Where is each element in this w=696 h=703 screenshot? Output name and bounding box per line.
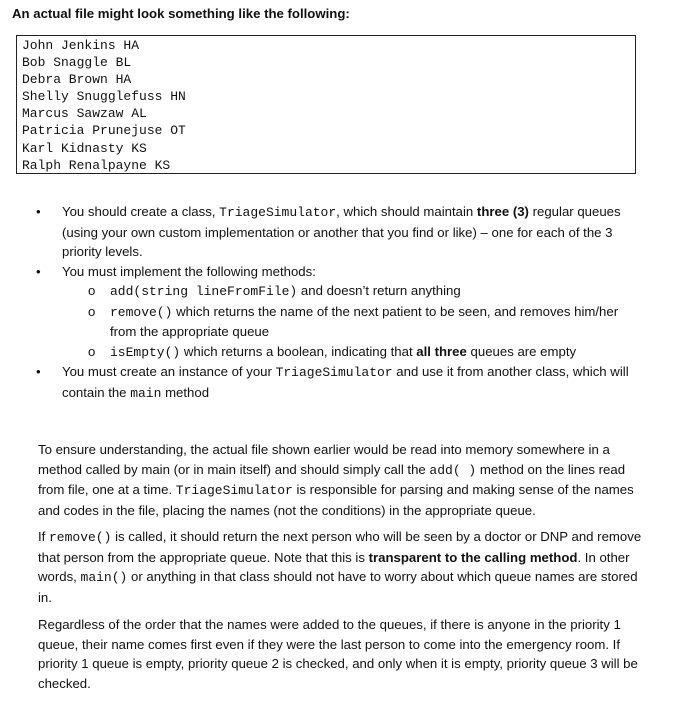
text: or anything in that class should not have to worry about which queue names are stored in. <box>38 569 638 605</box>
bold-text: transparent to the calling method <box>368 549 578 565</box>
bullet-item <box>0 362 642 403</box>
code: add( ) <box>429 462 477 478</box>
text: To ensure understanding, the actual file shown earlier would be read into memory somewhere in a method called by main (or in main itself) and should simply call the <box>38 442 610 477</box>
file-line: Debra Brown HA <box>22 72 132 88</box>
paragraph <box>38 527 643 607</box>
text: regular queues (using your own custom implementation or another that you find or like) – one for each of the 3 priority levels. <box>62 204 621 259</box>
sub-bullet-item <box>0 302 642 342</box>
bullet-icon: • <box>36 364 41 379</box>
bullet-item <box>0 202 642 262</box>
circle-bullet-icon: o <box>88 303 96 319</box>
sub-bullet-item <box>0 342 642 363</box>
file-line: Shelly Snugglefuss HN <box>22 89 186 105</box>
sample-file-box <box>16 35 636 174</box>
file-line: John Jenkins HA <box>22 38 140 53</box>
text: method <box>161 384 210 400</box>
text: is called, it should return the next person who will be seen by a doctor or DNP and remove that person from the appropriate queue. Note that this is <box>38 529 642 565</box>
text: If <box>38 529 49 544</box>
file-line: Marcus Sawzaw AL <box>22 106 147 122</box>
code: TriageSimulator <box>175 483 293 499</box>
circle-bullet-icon: o <box>88 343 96 359</box>
bullet-icon: • <box>36 204 41 219</box>
bullet-icon: • <box>36 263 41 279</box>
bold-text: all three <box>416 343 467 359</box>
code: TriageSimulator <box>219 205 337 220</box>
sub-bullet-item <box>0 281 642 302</box>
text: which returns the name of the next patient to be seen, and removes him/her from the appropriate queue <box>110 303 619 339</box>
paragraph <box>38 440 643 520</box>
bold-text: three (3) <box>476 204 529 219</box>
text: You must create an instance of your <box>62 364 276 379</box>
code: isEmpty() <box>110 344 181 360</box>
file-line: Karl Kidnasty KS <box>22 140 147 156</box>
file-line: Patricia Prunejuse OT <box>22 123 186 139</box>
file-line: Bob Snaggle BL <box>22 55 132 71</box>
bullet-item <box>0 262 642 282</box>
file-line: Ralph Renalpayne KS <box>22 157 171 173</box>
code: remove() <box>110 304 173 320</box>
text: . In other words, <box>38 549 630 585</box>
code: remove() <box>49 530 112 545</box>
text: and use it from another class, which will contain the <box>62 364 629 400</box>
text: You should create a class, <box>62 204 220 219</box>
code: main() <box>80 570 128 586</box>
section-heading: An actual file might look something like the following: <box>12 6 350 21</box>
code: TriageSimulator <box>275 365 393 380</box>
text: Regardless of the order that the names were added to the queues, if there is anyone in the priority 1 queue, their name comes first even if they were the last person to come into the emergency room. If priority 1 queue is empty, priority queue 2 is checked, and only when it is empty, priority queue 3 will be checked. <box>38 617 638 691</box>
requirements-list <box>0 202 660 403</box>
paragraph <box>38 615 643 693</box>
code: main <box>130 385 162 401</box>
circle-bullet-icon: o <box>88 283 96 298</box>
text: and doesn’t return anything <box>297 283 461 298</box>
text: which returns a boolean, indicating that <box>180 343 417 359</box>
text: method on the lines read from file, one at a time. <box>38 461 626 498</box>
text: is responsible for parsing and making sense of the names and codes in the file, placing the names (not the conditions) in the appropriate queue. <box>38 482 634 518</box>
text: queues are empty <box>466 343 577 359</box>
text: , which should maintain <box>336 204 477 219</box>
text: You must implement the following methods: <box>62 263 316 279</box>
code: add(string lineFromFile) <box>110 284 298 299</box>
